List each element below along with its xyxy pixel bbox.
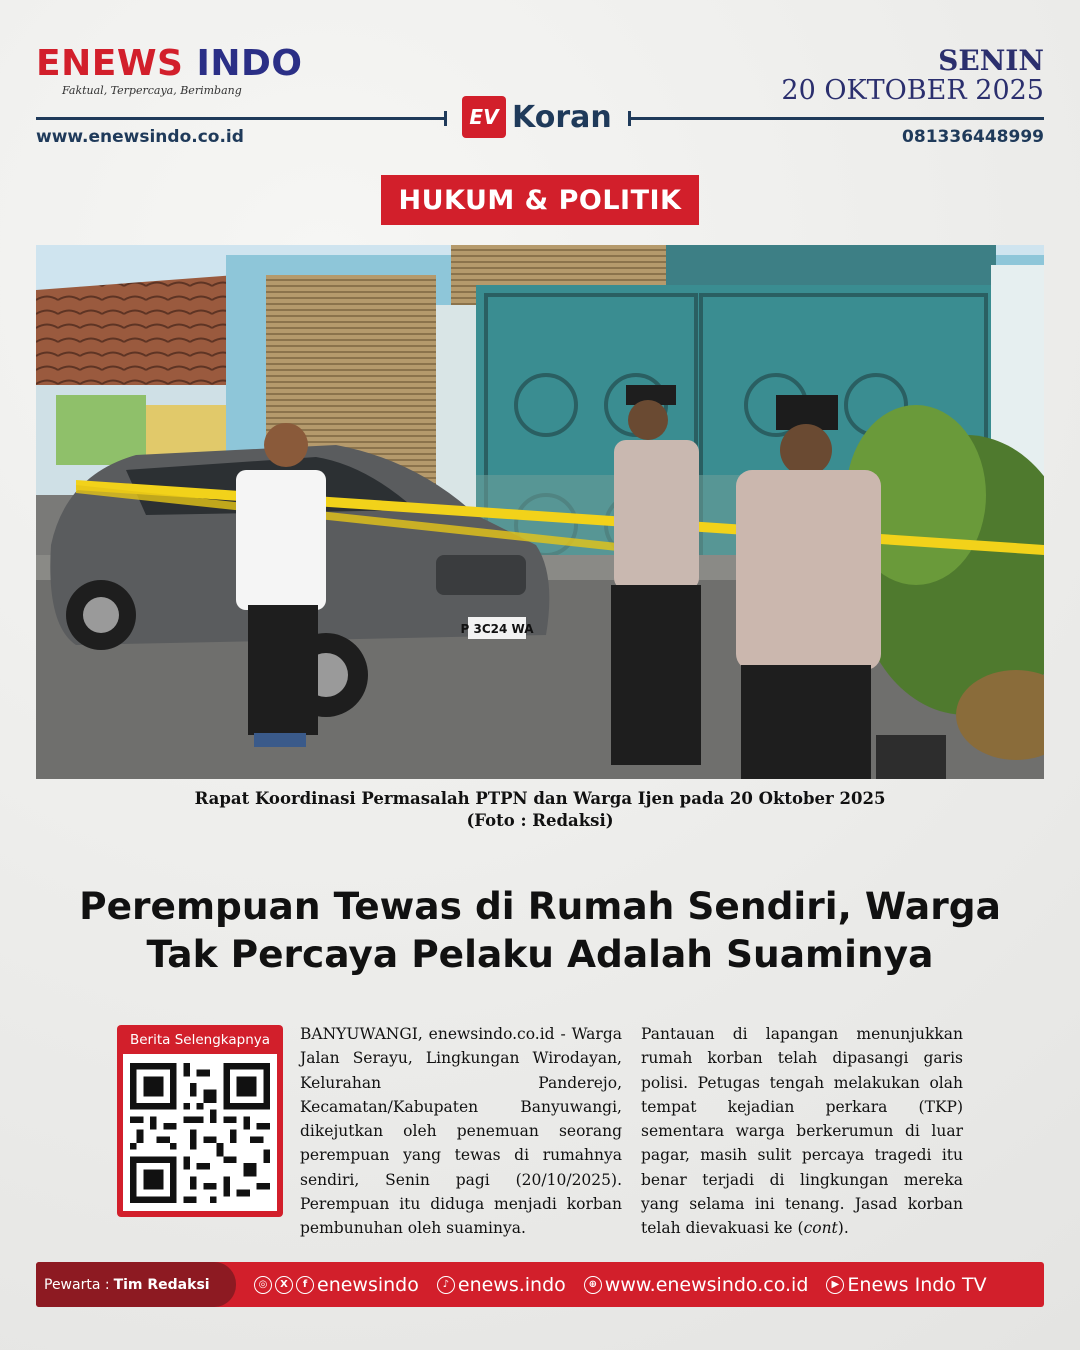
reporter-name: Tim Redaksi: [113, 1276, 210, 1293]
edition-logo: [462, 96, 612, 138]
reporter-credit: [36, 1262, 236, 1307]
article-body-column-1: BANYUWANGI, enewsindo.co.id - Warga Jalan Serayu, Lingkungan Wirodayan, Kelurahan Panderejo, Kecamatan/Kabupaten Banyuwangi, dikejutkan oleh penemuan seorang perempuan yang tewas di rumahnya sendiri, Senin pagi (20/10/2025). Perempuan itu diduga menjadi korban pembunuhan oleh suaminya.: [300, 1025, 622, 1238]
youtube-icon: ▶: [826, 1276, 844, 1294]
footer-bar: [36, 1262, 1044, 1307]
article-headline-line2: Tak Percaya Pelaku Adalah Suaminya: [146, 932, 934, 976]
brand-name-first: ENEWS: [36, 43, 184, 84]
globe-icon: ⊕: [584, 1276, 602, 1294]
issue-full-date: 20 OKTOBER 2025: [781, 75, 1044, 106]
qr-title: Berita Selengkapnya: [129, 1032, 271, 1048]
masthead-rule-tick-right: [628, 111, 631, 126]
article-body-column-2-text: Pantauan di lapangan menunjukkan rumah korban telah dipasangi garis polisi. Petugas tengah melakukan olah tempat kejadian perkara (TKP) sementara warga berkerumun di luar pagar, masih sulit percaya tragedi itu benar terjadi di lingkungan mereka yang selama ini tenang. Jasad korban telah dievakuasi ke (: [641, 1025, 963, 1238]
qr-code-box[interactable]: [117, 1025, 283, 1217]
brand-logo: [36, 44, 303, 97]
youtube-link[interactable]: [826, 1274, 986, 1296]
reporter-label: Pewarta :: [44, 1276, 110, 1293]
social-handle-text: enewsindo: [317, 1273, 419, 1296]
continued-marker: cont: [803, 1219, 838, 1238]
brand-name-second: INDO: [183, 43, 303, 84]
issue-day: SENIN: [938, 44, 1044, 77]
photo-credit: (Foto : Redaksi): [466, 811, 614, 830]
news-photo: [36, 245, 1044, 779]
social-handle[interactable]: [254, 1274, 419, 1296]
tiktok-icon: ♪: [437, 1276, 455, 1294]
issue-date: [781, 46, 1044, 106]
website-footer-link[interactable]: [584, 1274, 809, 1296]
website-link[interactable]: www.enewsindo.co.id: [36, 127, 244, 147]
photo-caption-text: Rapat Koordinasi Permasalah PTPN dan Warga Ijen pada 20 Oktober 2025: [194, 789, 886, 808]
license-plate: P 3C24 WA: [460, 622, 534, 636]
website-footer-text: www.enewsindo.co.id: [604, 1273, 809, 1296]
tiktok-link[interactable]: [437, 1274, 566, 1296]
masthead-rule-left: [36, 117, 446, 120]
article-headline-line1: Perempuan Tewas di Rumah Sendiri, Warga: [79, 884, 1001, 928]
article-body-column-2-end: ).: [837, 1219, 849, 1238]
qr-code-graphic: [130, 1063, 270, 1203]
qr-code-icon[interactable]: [123, 1054, 277, 1211]
youtube-text: Enews Indo TV: [847, 1273, 987, 1296]
edition-label: Koran: [512, 99, 612, 135]
masthead-rule-tick-left: [444, 111, 447, 126]
photo-caption: [36, 788, 1044, 832]
x-icon[interactable]: X: [275, 1276, 293, 1294]
brand-name: [36, 44, 303, 84]
instagram-icon[interactable]: ◎: [254, 1276, 272, 1294]
masthead-rule-right: [630, 117, 1044, 120]
brand-tagline: Faktual, Terpercaya, Berimbang: [62, 84, 242, 97]
phone-number: 081336448999: [902, 127, 1044, 147]
tiktok-text: enews.indo: [457, 1273, 566, 1296]
category-badge: HUKUM & POLITIK: [381, 175, 699, 225]
article-body-column-2: [641, 1022, 963, 1241]
article-headline: [36, 882, 1044, 978]
news-photo-illustration: [36, 245, 1044, 779]
ev-icon: EV: [462, 96, 506, 138]
facebook-icon[interactable]: f: [296, 1276, 314, 1294]
